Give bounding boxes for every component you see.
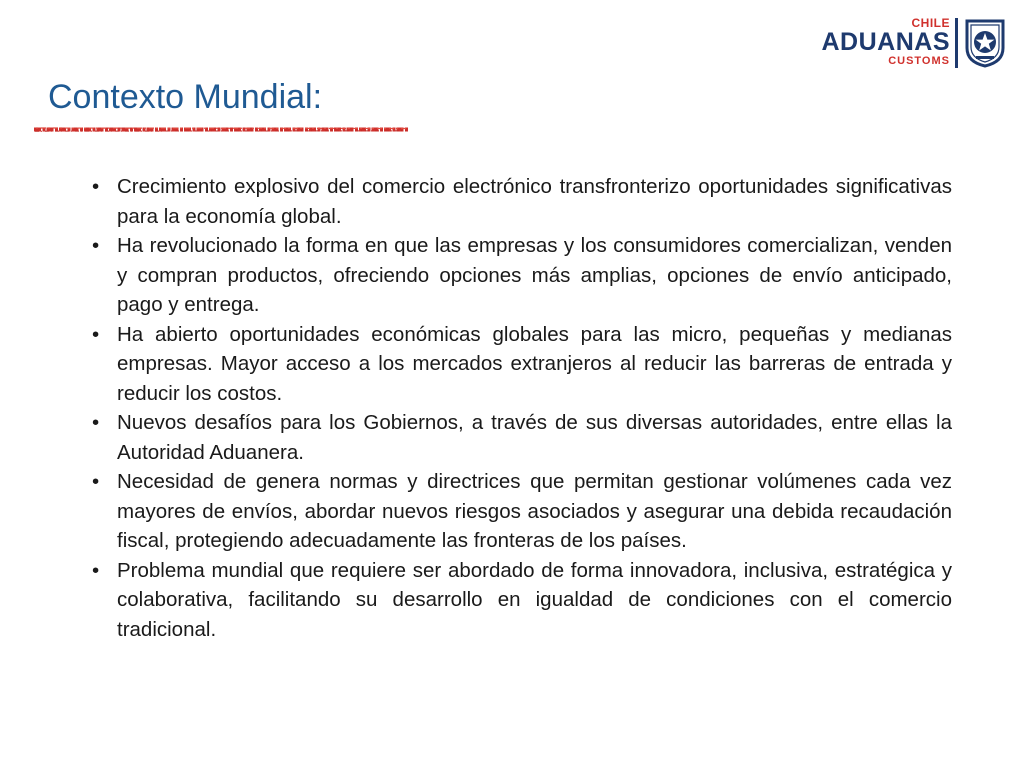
bullet-item [92,467,952,556]
bullet-text: Crecimiento explosivo del comercio electrónico transfronterizo oportunidades significativas para la economía global. [117,175,952,228]
bullet-marker: • [92,411,100,434]
bullet-marker: • [92,175,100,198]
bullet-item [92,231,952,320]
bullet-marker: • [92,470,100,493]
title-underline [34,126,408,133]
star-shield-icon [964,18,1006,68]
page-title: Contexto Mundial: [48,78,323,116]
bullet-item [92,320,952,409]
logo-divider [955,18,958,68]
logo-wordmark [822,14,951,68]
bullet-content [92,172,952,644]
logo-name: ADUANAS [821,28,950,56]
aduanas-logo [810,14,1010,70]
bullet-marker: • [92,322,100,346]
bullet-item [92,408,952,467]
bullet-item [92,556,952,645]
bullet-list [92,172,952,644]
bullet-text: Necesidad de genera normas y directrices que permitan gestionar volúmenes cada vez mayores de envíos, abordar nuevos riesgos asociados y asegurar una debida recaudación fiscal, protegiendo adecuadamente las fronteras de los países. [117,470,952,552]
bullet-marker: • [92,558,100,582]
bullet-text: Problema mundial que requiere ser abordado de forma innovadora, inclusiva, estratégica y colaborativa, facilitando su desarrollo en igualdad de condiciones con el comercio tradicional. [117,558,952,641]
bullet-text: Nuevos desafíos para los Gobiernos, a través de sus diversas autoridades, entre ellas la Autoridad Aduanera. [117,411,952,464]
bullet-marker: • [92,234,100,257]
bullet-text: Ha abierto oportunidades económicas globales para las micro, pequeñas y medianas empresas. Mayor acceso a los mercados extranjeros al reducir las barreras de entrada y reducir los costos. [117,322,952,405]
bullet-item [92,172,952,231]
bullet-text: Ha revolucionado la forma en que las empresas y los consumidores comercializan, venden y compran productos, ofreciendo opciones más amplias, opciones de envío anticipado, pago y entrega. [117,234,952,316]
logo-country: CHILE [911,16,950,30]
logo-subtitle: CUSTOMS [888,55,950,67]
